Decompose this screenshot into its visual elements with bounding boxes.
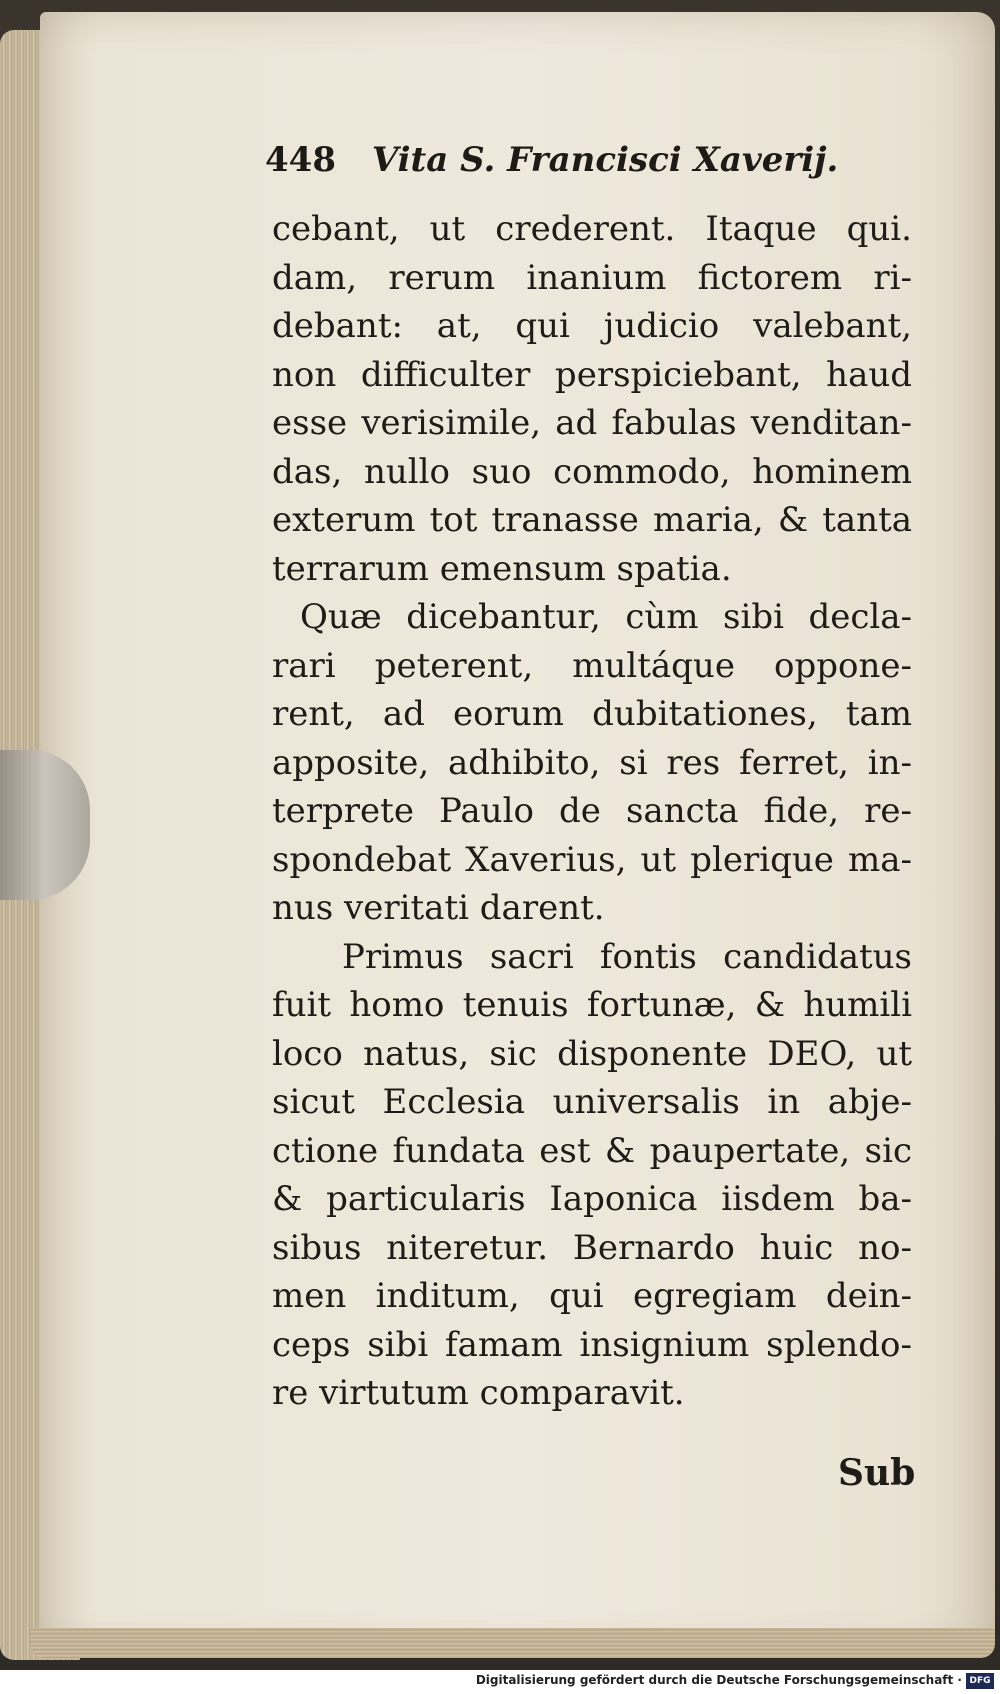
catchword: Sub bbox=[838, 1452, 916, 1494]
text-line: cebant, ut crederent. Itaque qui. bbox=[272, 209, 912, 249]
text-line: re virtutum comparavit. bbox=[272, 1373, 685, 1413]
text-line: loco natus, sic disponente DEO, ut bbox=[272, 1033, 912, 1074]
text-line: men inditum, qui egregiam dein- bbox=[272, 1276, 912, 1316]
text-line: Primus sacri fontis candidatus bbox=[342, 936, 912, 977]
page-number: 448 bbox=[265, 140, 336, 180]
text-line: terprete Paulo de sancta fide, re- bbox=[272, 791, 912, 831]
text-line: fuit homo tenuis fortunæ, & humili bbox=[272, 985, 912, 1025]
text-line: apposite, adhibito, si res ferret, in- bbox=[272, 742, 912, 783]
text-line: das, nullo suo commodo, hominem bbox=[272, 451, 912, 492]
funding-credit: Digitalisierung gefördert durch die Deutsche Forschungsgemeinschaft · bbox=[475, 1673, 962, 1687]
dfg-logo-icon: DFG bbox=[966, 1673, 994, 1689]
footer-bar bbox=[0, 1670, 1000, 1694]
text-line: non difficulter perspiciebant, haud bbox=[272, 354, 912, 395]
text-line: sicut Ecclesia universalis in abje- bbox=[272, 1082, 912, 1122]
text-line: debant: at, qui judicio valebant, bbox=[272, 306, 912, 346]
text-line: terrarum emensum spatia. bbox=[272, 548, 732, 589]
text-line: rari peterent, multáque oppone- bbox=[272, 645, 912, 686]
bottom-page-edges bbox=[30, 1628, 995, 1658]
text-line: ctione fundata est & paupertate, sic bbox=[272, 1130, 912, 1171]
text-line: sibus niteretur. Bernardo huic no- bbox=[272, 1227, 912, 1268]
text-line: & particularis Iaponica iisdem ba- bbox=[272, 1179, 912, 1219]
text-line: dam, rerum inanium fictorem ri- bbox=[272, 257, 912, 298]
book-clip bbox=[0, 750, 90, 900]
text-line: rent, ad eorum dubitationes, tam bbox=[272, 694, 912, 734]
running-title: Vita S. Francisci Xaverij. bbox=[371, 140, 839, 180]
page-body bbox=[272, 205, 912, 1418]
text-line: nus veritati darent. bbox=[272, 888, 605, 928]
text-line: exterum tot tranasse maria, & tanta bbox=[272, 500, 912, 540]
running-header bbox=[265, 140, 925, 190]
text-line: spondebat Xaverius, ut plerique ma- bbox=[272, 839, 912, 880]
text-line: Quæ dicebantur, cùm sibi decla- bbox=[300, 597, 912, 637]
text-line: esse verisimile, ad fabulas venditan- bbox=[272, 403, 912, 443]
text-line: ceps sibi famam insignium splendo- bbox=[272, 1324, 912, 1365]
